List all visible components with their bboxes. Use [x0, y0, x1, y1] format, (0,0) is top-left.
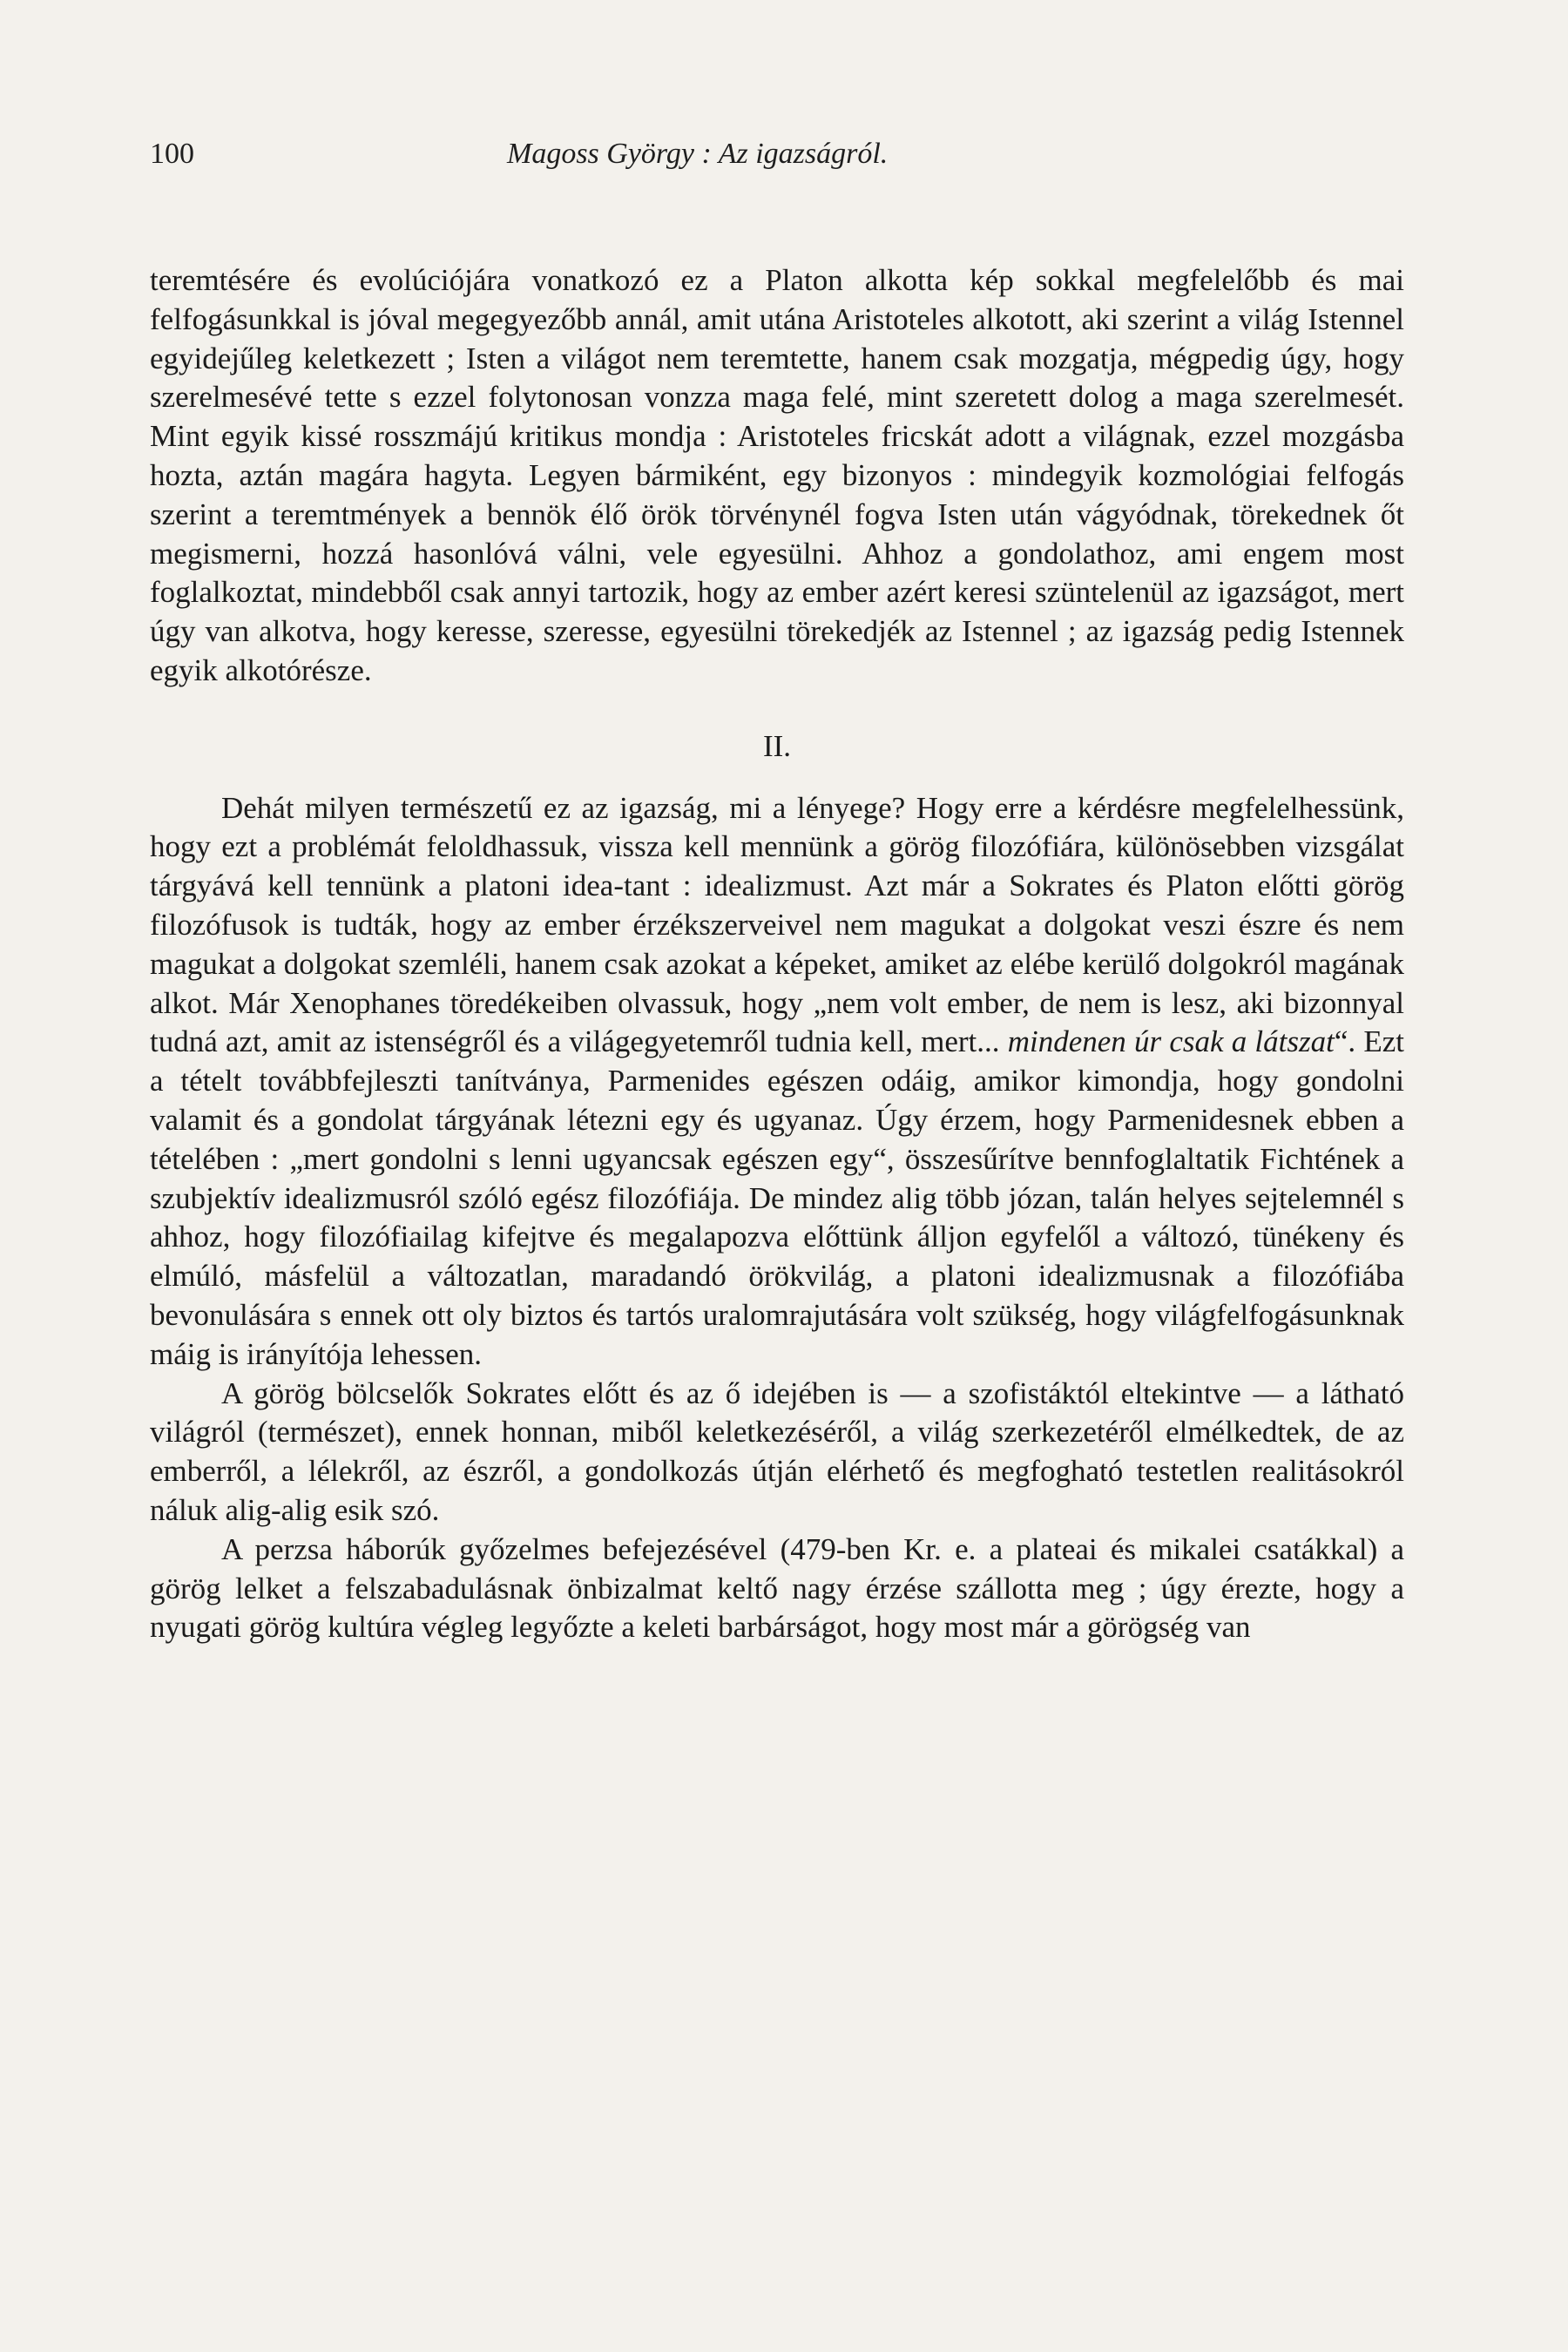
paragraph-2-text-b: “. Ezt a tételt továbbfejleszti tanítványa, Parmenides egészen odáig, amikor kimondja, hogy gondolni valamit és a gondolat tárgyának létezni egy és ugyanaz. Úgy érzem, hogy Parmenidesnek ebben a tételében : „mert gondolni s lenni ugyancsak egészen egy“, összesűrítve bennfoglaltatik Fichtének a szubjektív idealizmusról szóló egész filozófiája. De mindez alig több józan, talán helyes sejtelemnél s ahhoz, hogy filozófiailag kifejtve és megalapozva előttünk álljon egyfelől a változó, tünékeny és elmúló, másfelül a változatlan, maradandó örökvilág, a platoni idealizmusnak a filozófiába bevonulására s ennek ott oly biztos és tartós uralomrajutására volt szükség, hogy világfelfogásunknak máig is irányítója lehessen.: [150, 1024, 1404, 1371]
section-heading: II.: [762, 728, 792, 763]
paragraph-2: [150, 789, 1404, 1375]
paragraph-1: teremtésére és evolúciójára vonatkozó ez a Platon alkotta kép sokkal megfelelőbb és mai felfogásunkkal is jóval megegyezőbb annál, amit utána Aristoteles alkotott, aki szerint a világ Istennel egyidejűleg keletkezett ; Isten a világot nem teremtette, hanem csak mozgatja, mégpedig úgy, hogy szerelmesévé tette s ezzel folytonosan vonzza maga felé, mint szeretett dolog a maga szerelmesét. Mint egyik kissé rosszmájú kritikus mondja : Aristoteles fricskát adott a világnak, ezzel mozgásba hozta, aztán magára hagyta. Legyen bármiként, egy bizonyos : mindegyik kozmológiai felfogás szerint a teremtmények a bennök élő örök törvénynél fogva Isten után vágyódnak, törekednek őt megismerni, hozzá hasonlóvá válni, vele egyesülni. Ahhoz a gondolathoz, ami engem most foglalkoztat, mindebből csak annyi tartozik, hogy az ember azért keresi szüntelenül az igazságot, mert úgy van alkotva, hogy keresse, szeresse, egyesülni törekedjék az Istennel ; az igazság pedig Istennek egyik alkotórésze.: [150, 263, 1404, 687]
running-title: Magoss György : Az igazságról.: [507, 138, 889, 170]
body-text: [150, 261, 1404, 1647]
paragraph-2-text-a: Dehát milyen természetű ez az igazság, mi a lényege? Hogy erre a kérdésre megfelelhessünk, hogy ezt a problémát feloldhassuk, vissza kell mennünk a görög filozófiára, különösebben vizsgálat tárgyává kell tennünk a platoni idea-tant : idealizmust. Azt már a Sokrates és Platon előtti görög filozófusok is tudták, hogy az ember érzékszerveivel nem magukat a dolgokat veszi észre és nem magukat a dolgokat szemléli, hanem csak azokat a képeket, amiket az elébe kerülő dolgokról magának alkot. Már Xenophanes töredékeiben olvassuk, hogy „nem volt ember, de nem is lesz, aki bizonnyal tudná azt, amit az istenségről és a világegyetemről tudnia kell, mert...: [150, 790, 1404, 1059]
running-head: [150, 138, 1404, 176]
paragraph-2-italic-quote: mindenen úr csak a látszat: [1007, 1024, 1335, 1059]
paragraph-3: A görög bölcselők Sokrates előtt és az ő idejében is — a szofistáktól eltekintve — a látható világról (természet), ennek honnan, miből keletkezéséről, a világ szerkezetéről elmélkedtek, de az emberről, a lélekről, az észről, a gondolkozás útján elérhető és megfogható testetlen realitásokról náluk alig-alig esik szó.: [150, 1375, 1404, 1527]
paragraph-4: A perzsa háborúk győzelmes befejezésével (479-ben Kr. e. a plateai és mikalei csatákkal) a görög lelket a felszabadulásnak önbizalmat keltő nagy érzése szállotta meg ; úgy érezte, hogy a nyugati görög kultúra végleg legyőzte a keleti barbárságot, hogy most már a görögség van: [150, 1531, 1404, 1645]
page-number: 100: [150, 138, 194, 170]
